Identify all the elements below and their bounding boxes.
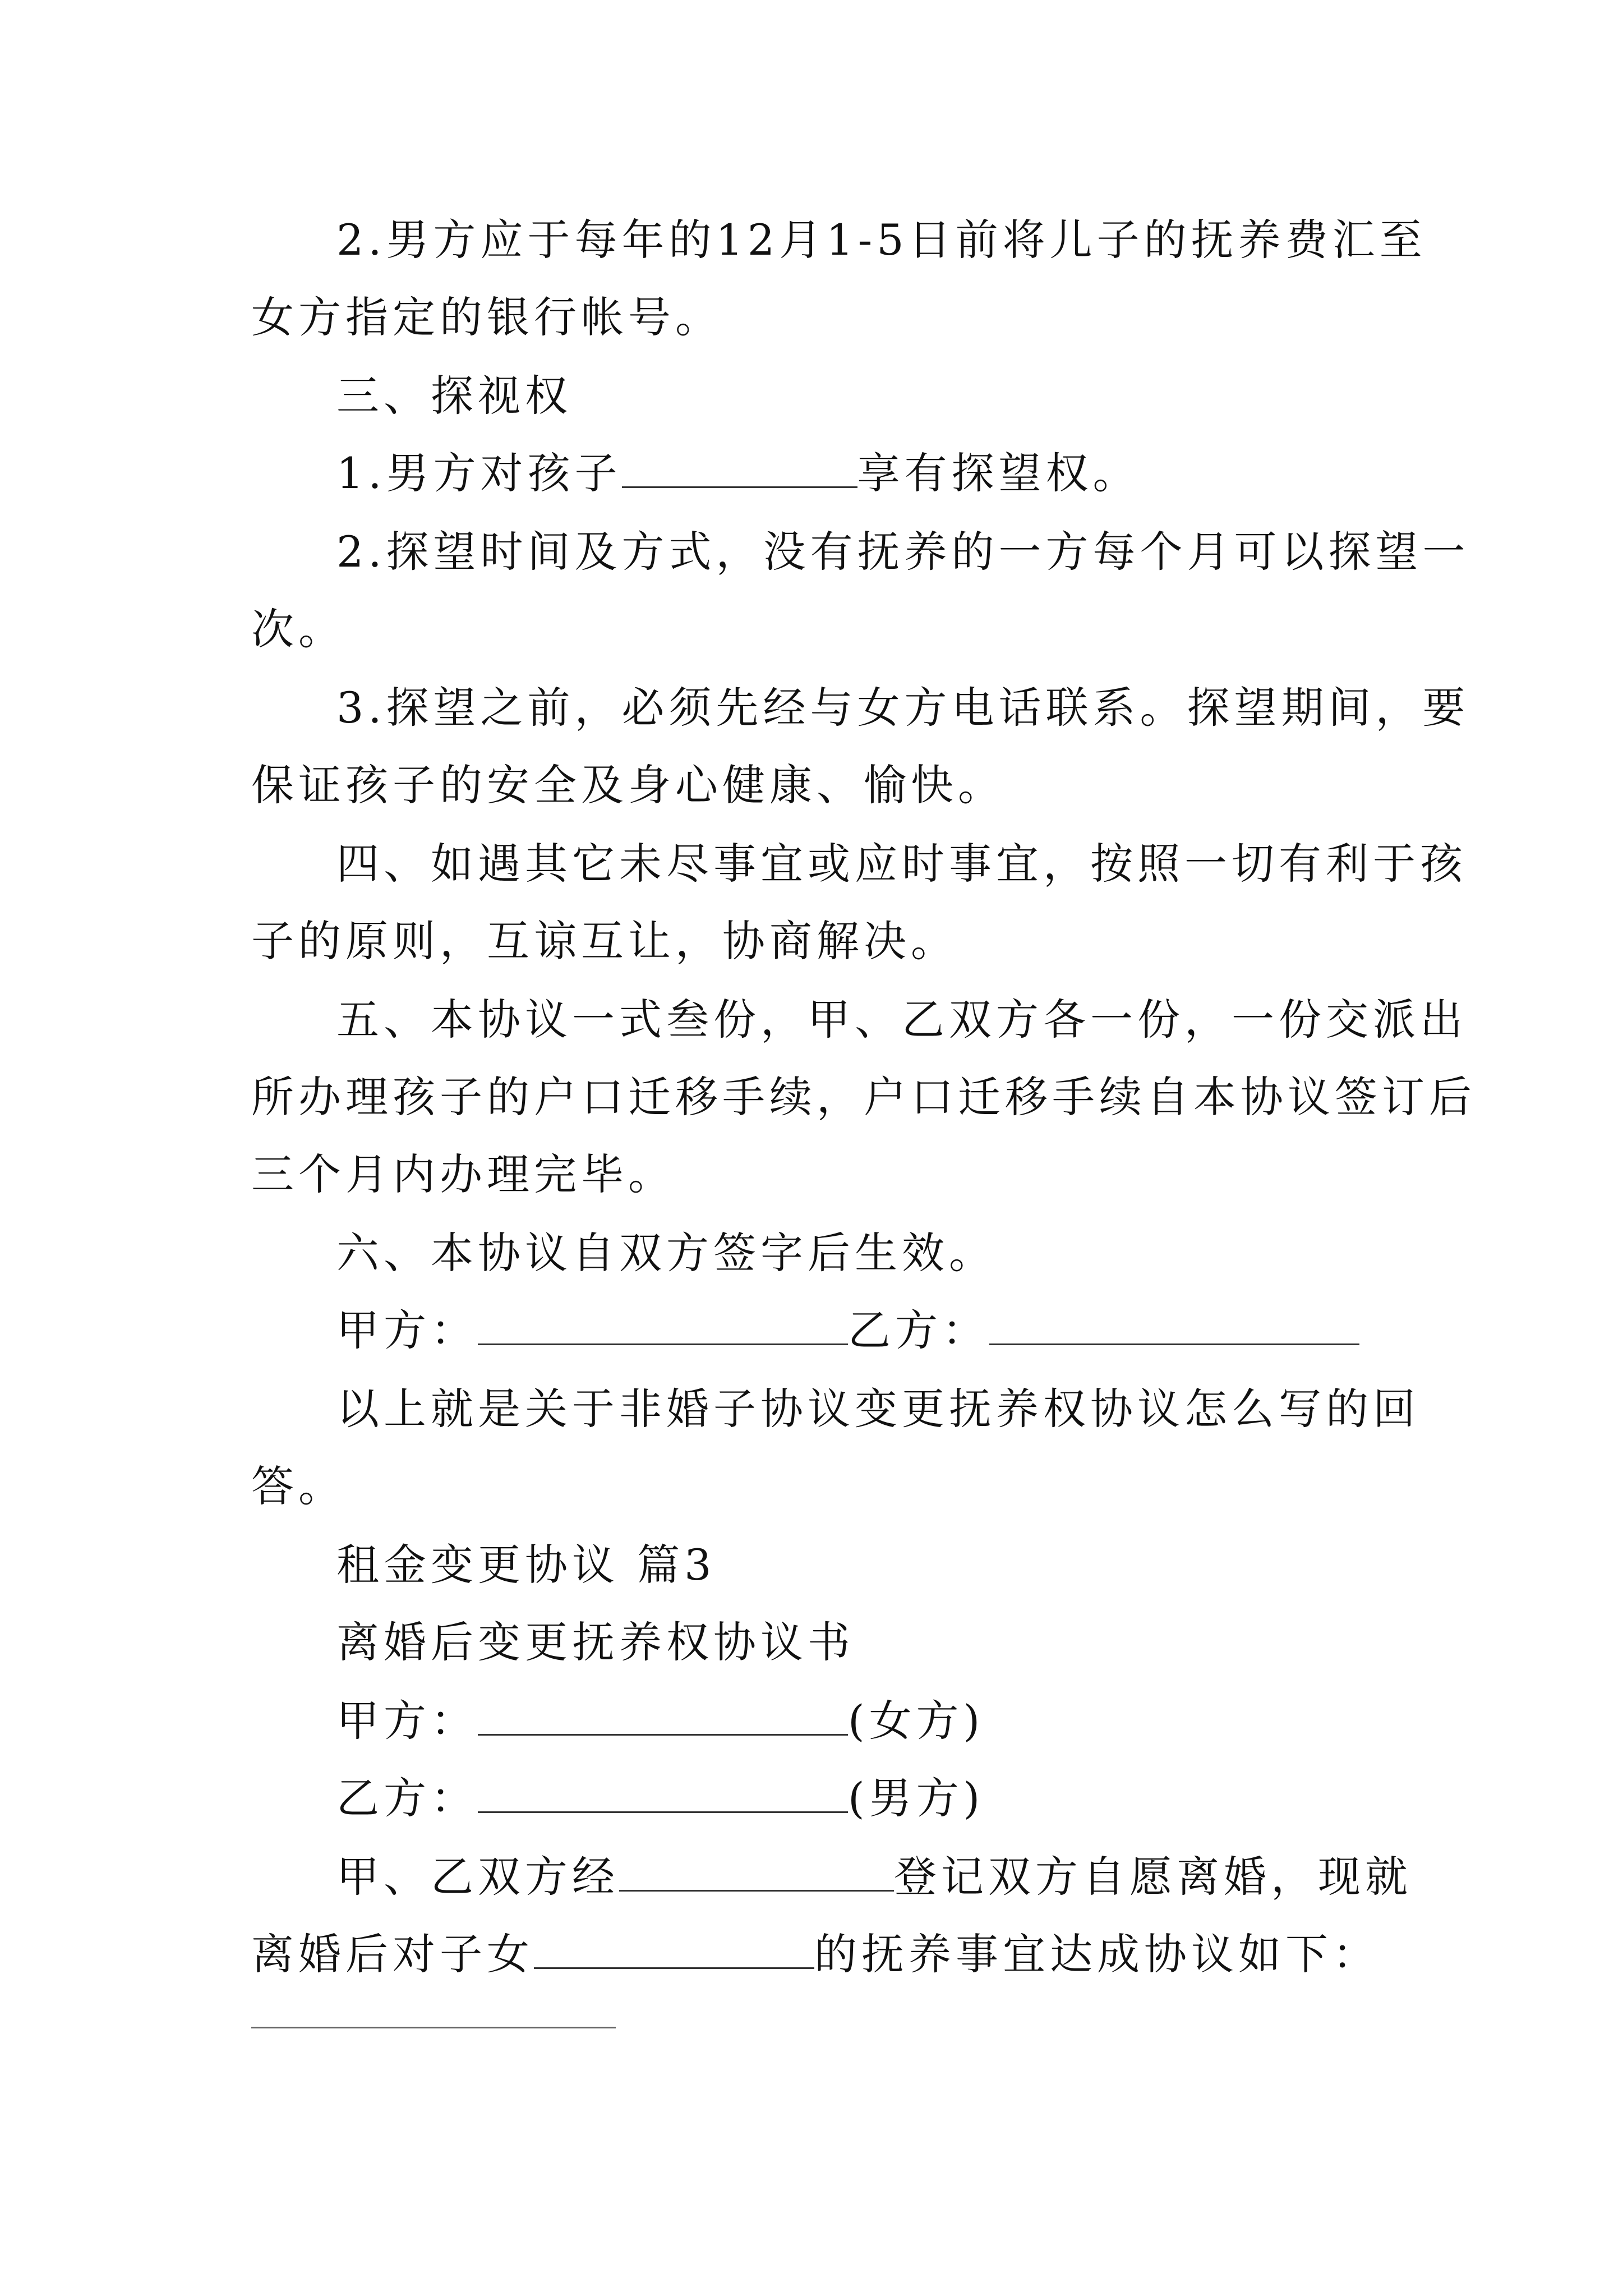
signature-blank	[478, 1304, 848, 1345]
fill-blank	[478, 1772, 848, 1813]
paragraph-line: 女方指定的银行帐号。	[251, 292, 722, 342]
paragraph-line: 四、如遇其它未尽事宜或应时事宜，按照一切有利于孩	[336, 839, 1467, 889]
party-b-label: 乙方：	[848, 1305, 989, 1355]
paragraph-line: 保证孩子的安全及身心健康、愉快。	[251, 760, 1005, 810]
party-line	[336, 1694, 1390, 1748]
paragraph-line: 六、本协议自双方签字后生效。	[336, 1228, 996, 1278]
paragraph-line: 五、本协议一式叁份，甲、乙双方各一份，一份交派出	[336, 995, 1467, 1045]
line-text: 离婚后对子女	[251, 1929, 534, 1979]
party-a-label: 甲方：	[336, 1305, 478, 1355]
footnote-separator	[251, 2027, 616, 2028]
paragraph-line: 三个月内办理完毕。	[251, 1149, 675, 1199]
paragraph-line: 子的原则，互谅互让，协商解决。	[251, 916, 958, 966]
paragraph-line: 2.男方应于每年的12月1-5日前将儿子的抚养费汇至	[336, 215, 1427, 265]
line-text: 甲、乙双方经	[336, 1852, 619, 1902]
fill-blank	[478, 1695, 848, 1736]
line-text: 的抚养事宜达成协议如下：	[814, 1929, 1380, 1979]
line-text: 享有探望权。	[857, 448, 1140, 498]
section-heading: 三、探视权	[336, 371, 572, 421]
paragraph-line	[336, 1850, 1412, 1904]
signature-line	[336, 1304, 1390, 1358]
paragraph-line: 以上就是关于非婚子协议变更抚养权协议怎么写的回	[336, 1384, 1420, 1434]
paragraph-line	[336, 447, 1390, 500]
paragraph-line: 2.探望时间及方式，没有抚养的一方每个月可以探望一	[336, 527, 1470, 577]
fill-blank	[619, 1851, 894, 1892]
paragraph-line: 3.探望之前，必须先经与女方电话联系。探望期间，要	[336, 683, 1470, 733]
paragraph-line: 所办理孩子的户口迁移手续，户口迁移手续自本协议签订后	[251, 1072, 1476, 1122]
party-note: (男方)	[848, 1773, 985, 1823]
document-title: 离婚后变更抚养权协议书	[336, 1617, 855, 1667]
signature-blank	[989, 1304, 1359, 1345]
party-b-label: 乙方：	[336, 1773, 478, 1823]
paragraph-line: 次。	[251, 604, 345, 654]
party-note: (女方)	[848, 1696, 985, 1746]
paragraph-line	[251, 1927, 1390, 1981]
line-text: 登记双方自愿离婚，现就	[894, 1852, 1412, 1902]
party-line	[336, 1772, 1390, 1825]
fill-blank	[534, 1928, 814, 1969]
fill-blank	[622, 447, 857, 488]
paragraph-line: 答。	[251, 1461, 345, 1511]
section-title: 租金变更协议 篇3	[336, 1540, 716, 1590]
line-text: 1.男方对孩子	[336, 448, 622, 498]
party-a-label: 甲方：	[336, 1696, 478, 1746]
